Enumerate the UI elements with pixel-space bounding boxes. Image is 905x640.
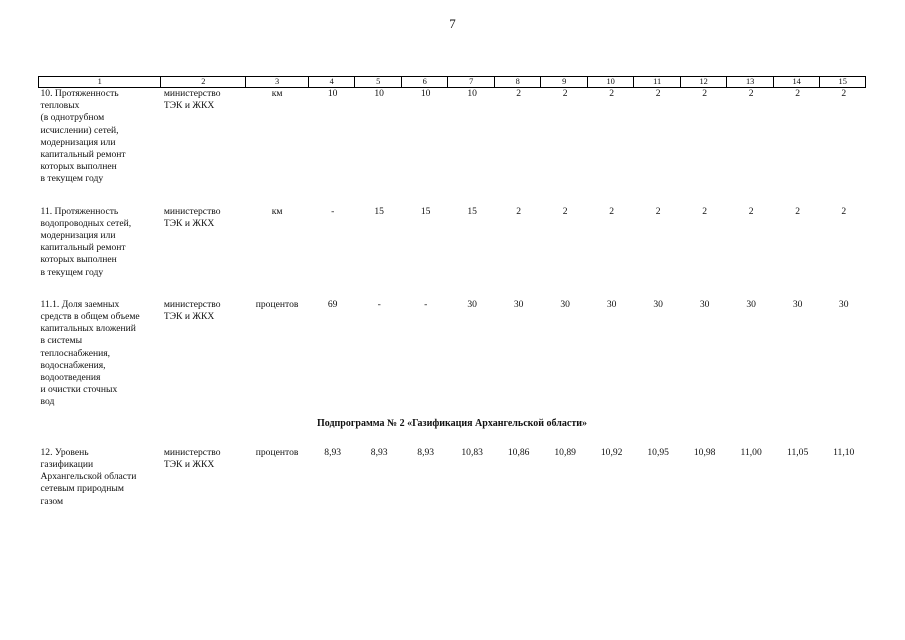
unit-of-measure: км <box>271 88 283 99</box>
column-number-header: 2 <box>161 77 246 88</box>
page-number: 7 <box>449 16 456 31</box>
indicator-value: 10 <box>374 88 384 99</box>
indicators-table <box>38 76 866 508</box>
indicator-name: 11.1. Доля заемных средств в общем объеме капитальных вложений в системы теплоснабжения, водоснабжения, водоотведения и очистки сточных вод <box>40 298 140 408</box>
indicator-value: 30 <box>838 298 849 310</box>
indicator-value: 11,05 <box>787 446 809 458</box>
indicator-value: 30 <box>606 298 617 310</box>
column-number-header: 9 <box>541 77 588 88</box>
indicator-value: 2 <box>702 88 708 99</box>
indicator-value: 2 <box>562 88 568 99</box>
indicator-value: 2 <box>841 88 847 99</box>
column-number-header: 1 <box>39 77 161 88</box>
indicator-value: 2 <box>516 205 522 217</box>
indicator-value: 2 <box>748 205 754 217</box>
unit-of-measure: процентов <box>255 298 299 310</box>
row-spacer <box>39 279 866 299</box>
indicator-name: 10. Протяженность тепловых (в однотрубном исчислении) сетей, модернизация или капитальный ремонт которых выполнен в текущем году <box>40 88 126 185</box>
indicator-value: 10,95 <box>647 446 669 458</box>
indicator-value: 11,10 <box>833 446 855 458</box>
column-number-header: 15 <box>820 77 866 88</box>
indicator-value: 10 <box>420 88 431 99</box>
indicator-value: 30 <box>467 298 477 310</box>
indicator-value: 10,83 <box>461 446 483 458</box>
row-spacer <box>39 186 866 206</box>
indicator-value: 30 <box>560 298 570 310</box>
table-row <box>39 447 866 508</box>
indicator-value: 8,93 <box>370 446 388 458</box>
column-number-header: 3 <box>246 77 309 88</box>
indicator-value: 30 <box>513 298 524 310</box>
column-number-header: 12 <box>680 77 727 88</box>
indicator-value: 10,98 <box>693 446 716 458</box>
indicator-value: 15 <box>374 205 384 217</box>
indicator-value: 10 <box>467 88 477 99</box>
indicator-value: 11,00 <box>740 446 762 458</box>
column-number-header: 8 <box>494 77 541 88</box>
indicator-name: 12. Уровень газификации Архангельской области сетевым природным газом <box>40 446 137 507</box>
table-row <box>39 299 866 409</box>
indicator-value: 8,93 <box>324 446 342 458</box>
column-number-header: 4 <box>308 77 355 88</box>
subprogram-heading-row <box>39 409 866 447</box>
indicator-value: 10,92 <box>600 446 623 458</box>
column-number-header: 11 <box>634 77 681 88</box>
column-number-header: 7 <box>448 77 495 88</box>
column-number-header: 10 <box>587 77 634 88</box>
responsible-executor: министерство ТЭК и ЖКХ <box>163 88 221 112</box>
table-row <box>39 206 866 279</box>
indicator-value: 2 <box>748 88 754 99</box>
indicator-value: 30 <box>699 298 710 310</box>
unit-of-measure: процентов <box>255 446 299 458</box>
indicator-value: 2 <box>655 205 661 217</box>
indicator-value: 10 <box>327 88 338 99</box>
indicator-value: 15 <box>467 205 477 217</box>
indicator-value: 2 <box>609 205 615 217</box>
column-number-header-row <box>39 77 866 88</box>
table-body <box>39 88 866 508</box>
responsible-executor: министерство ТЭК и ЖКХ <box>163 298 221 323</box>
indicator-value: 10,89 <box>554 446 576 458</box>
indicator-value: 2 <box>795 205 801 217</box>
column-number-header: 6 <box>401 77 448 88</box>
indicator-value: - <box>377 298 381 310</box>
indicator-name: 11. Протяженность водопроводных сетей, модернизация или капитальный ремонт которых выполнен в текущем году <box>40 205 132 278</box>
indicator-value: 2 <box>655 88 661 99</box>
column-number-header: 13 <box>727 77 774 88</box>
indicator-value: 2 <box>609 88 615 99</box>
indicator-value: 2 <box>702 205 708 217</box>
indicator-value: - <box>331 205 335 217</box>
indicator-value: 30 <box>792 298 803 310</box>
indicator-value: 2 <box>841 205 847 217</box>
table-row <box>39 88 866 186</box>
indicator-value: 2 <box>562 205 568 217</box>
subprogram-title: Подпрограмма № 2 «Газификация Архангельской области» <box>316 417 588 429</box>
indicator-value: 8,93 <box>417 446 435 458</box>
indicator-value: 10,86 <box>507 446 530 458</box>
unit-of-measure: км <box>271 205 283 217</box>
column-number-header: 5 <box>355 77 402 88</box>
indicator-value: 2 <box>795 88 801 99</box>
indicator-value: - <box>424 298 428 310</box>
column-number-header: 14 <box>773 77 820 88</box>
indicator-value: 15 <box>420 205 431 217</box>
indicator-value: 30 <box>746 298 756 310</box>
indicator-value: 2 <box>516 88 522 99</box>
responsible-executor: министерство ТЭК и ЖКХ <box>163 446 221 471</box>
responsible-executor: министерство ТЭК и ЖКХ <box>163 205 221 229</box>
indicator-value: 30 <box>653 298 663 310</box>
indicator-value: 69 <box>327 298 338 310</box>
